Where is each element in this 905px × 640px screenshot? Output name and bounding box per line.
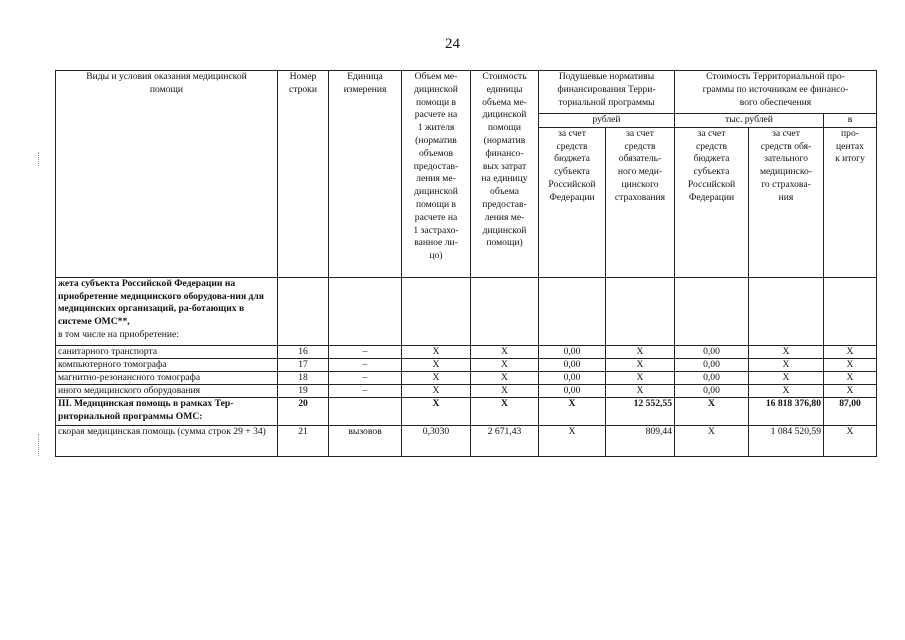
row-name: III. Медицинская помощь в рамках Тер-риториальной программы ОМС:	[56, 397, 278, 425]
header-per-capita-budget: за счет средств бюджета субъекта Российской Федерации	[539, 127, 606, 277]
row-unit	[329, 397, 402, 425]
row-percent: X	[824, 384, 877, 397]
table-row	[56, 425, 877, 456]
table-row	[56, 358, 877, 371]
row-per-capita-oms: X	[606, 371, 675, 384]
row-unit: –	[329, 345, 402, 358]
intro-text-plain: в том числе на приобретение:	[58, 328, 179, 340]
row-per-capita-oms: X	[606, 345, 675, 358]
row-cost-oms: X	[749, 371, 824, 384]
row-unit-cost: X	[471, 345, 539, 358]
row-per-capita-budget: 0,00	[539, 358, 606, 371]
row-volume: X	[402, 358, 471, 371]
row-number: 18	[278, 371, 329, 384]
header-unit-cost: Стоимость единицы объема ме- дицинской помощи (норматив финансо- вых затрат на единицу объема предостав- ления ме- дицинской помощи)	[471, 71, 539, 278]
row-per-capita-oms: 809,44	[606, 425, 675, 456]
row-unit-cost: X	[471, 371, 539, 384]
row-cost-budget: 0,00	[675, 345, 749, 358]
header-type-of-care: Виды и условия оказания медицинской помощи	[56, 71, 278, 278]
row-per-capita-budget: X	[539, 397, 606, 425]
header-program-cost-group: Стоимость Территориальной про- граммы по источникам ее финансо- вого обеспечения	[675, 71, 877, 114]
header-volume: Объем ме- дицинской помощи в расчете на 1 жителя (норматив объемов предостав- ления ме- дицинской помощи в расчете на 1 застрахо- ванное ли- цо)	[402, 71, 471, 278]
row-percent: X	[824, 371, 877, 384]
row-cost-oms: 1 084 520,59	[749, 425, 824, 456]
row-cost-budget: X	[675, 397, 749, 425]
row-unit: –	[329, 358, 402, 371]
row-volume: X	[402, 345, 471, 358]
row-unit: –	[329, 384, 402, 397]
row-name: скорая медицинская помощь (сумма строк 29 + 34)	[56, 425, 278, 456]
intro-empty	[824, 277, 877, 345]
financing-table	[55, 70, 877, 457]
margin-mark-upper	[38, 152, 39, 166]
header-row-1	[56, 71, 877, 114]
row-percent: 87,00	[824, 397, 877, 425]
row-unit: –	[329, 371, 402, 384]
row-name: магнитно-резонансного томографа	[56, 371, 278, 384]
intro-empty	[402, 277, 471, 345]
row-unit: вызовов	[329, 425, 402, 456]
header-unit-percent-top: в	[824, 114, 877, 128]
row-name: компьютерного томографа	[56, 358, 278, 371]
intro-row	[56, 277, 877, 345]
intro-empty	[471, 277, 539, 345]
row-cost-budget: X	[675, 425, 749, 456]
header-line-number: Номер строки	[278, 71, 329, 278]
intro-empty	[606, 277, 675, 345]
table-row-section-total	[56, 397, 877, 425]
row-volume: X	[402, 371, 471, 384]
header-per-capita-oms: за счет средств обязатель- ного меди- цинского страхования	[606, 127, 675, 277]
intro-empty	[749, 277, 824, 345]
row-percent: X	[824, 345, 877, 358]
row-number: 17	[278, 358, 329, 371]
row-unit-cost: X	[471, 384, 539, 397]
row-unit-cost: X	[471, 358, 539, 371]
margin-mark-lower	[38, 434, 39, 456]
row-per-capita-oms: X	[606, 358, 675, 371]
row-name: иного медицинского оборудования	[56, 384, 278, 397]
page-number: 24	[445, 36, 460, 52]
intro-empty	[539, 277, 606, 345]
header-percent-of-total: про- центах к итогу	[824, 127, 877, 277]
row-per-capita-budget: X	[539, 425, 606, 456]
row-cost-budget: 0,00	[675, 358, 749, 371]
row-per-capita-oms: 12 552,55	[606, 397, 675, 425]
row-number: 16	[278, 345, 329, 358]
table-row	[56, 384, 877, 397]
header-unit-thousand-rub: тыс. рублей	[675, 114, 824, 128]
row-number: 19	[278, 384, 329, 397]
row-cost-oms: X	[749, 345, 824, 358]
row-cost-oms: X	[749, 358, 824, 371]
row-cost-budget: 0,00	[675, 384, 749, 397]
row-per-capita-oms: X	[606, 384, 675, 397]
row-name: санитарного транспорта	[56, 345, 278, 358]
intro-text	[56, 277, 278, 345]
row-volume: X	[402, 397, 471, 425]
table-row	[56, 345, 877, 358]
row-unit-cost: X	[471, 397, 539, 425]
row-volume: X	[402, 384, 471, 397]
header-cost-budget: за счет средств бюджета субъекта Российской Федерации	[675, 127, 749, 277]
row-cost-oms: X	[749, 384, 824, 397]
row-volume: 0,3030	[402, 425, 471, 456]
row-percent: X	[824, 425, 877, 456]
header-per-capita-group: Подушевые нормативы финансирования Терри- ториальной программы	[539, 71, 675, 114]
intro-text-bold: жета субъекта Российской Федерации на приобретение медицинского оборудова-ния для медицинских организаций, ра-ботающих в системе ОМС**,	[58, 277, 264, 328]
row-number: 21	[278, 425, 329, 456]
row-number: 20	[278, 397, 329, 425]
row-per-capita-budget: 0,00	[539, 345, 606, 358]
header-unit-rub: рублей	[539, 114, 675, 128]
table-row	[56, 371, 877, 384]
header-cost-oms: за счет средств обя- зательного медицинско- го страхова- ния	[749, 127, 824, 277]
intro-empty	[675, 277, 749, 345]
intro-empty	[278, 277, 329, 345]
row-percent: X	[824, 358, 877, 371]
row-cost-oms: 16 818 376,80	[749, 397, 824, 425]
row-unit-cost: 2 671,43	[471, 425, 539, 456]
row-cost-budget: 0,00	[675, 371, 749, 384]
row-per-capita-budget: 0,00	[539, 371, 606, 384]
row-per-capita-budget: 0,00	[539, 384, 606, 397]
intro-empty	[329, 277, 402, 345]
header-unit: Единица измерения	[329, 71, 402, 278]
